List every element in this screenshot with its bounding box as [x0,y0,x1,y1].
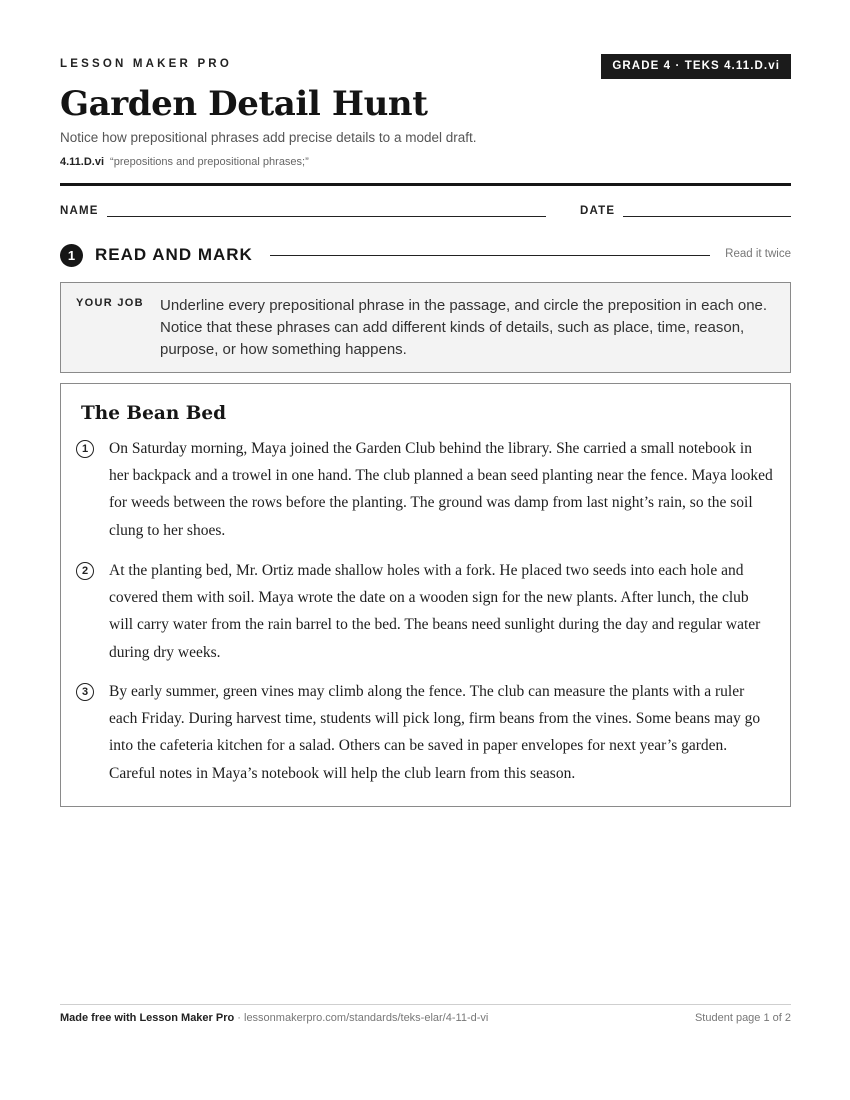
paragraph-number-badge: 2 [76,562,94,580]
grade-badge: GRADE 4 · TEKS 4.11.D.vi [601,54,791,79]
passage-title: The Bean Bed [81,403,227,424]
page-title: Garden Detail Hunt [60,84,428,124]
instructions-box [60,282,791,373]
standard-text: “prepositions and prepositional phrases;” [110,156,309,168]
standard-line [60,156,309,168]
section-title: READ AND MARK [95,245,253,264]
paragraph-text[interactable]: On Saturday morning, Maya joined the Garden Club behind the library. She carried a small notebook in her backpack and a trowel in one hand. The club planned a bean seed planting near the fence. Maya looked for weeds between the rows before the planting. The ground was damp from last night’s rain, so the soil clung to her shoes. [109,440,773,539]
worksheet-page [60,0,791,1100]
instructions-text: Underline every prepositional phrase in the passage, and circle the preposition in each one. Notice that these phrases can add different kinds of details, such as place, time, reason, purpose, or how something happens. [160,297,768,358]
header-divider [60,183,791,186]
footer-divider [60,1004,791,1005]
brand-name: LESSON MAKER PRO [60,58,232,70]
footer-credit [60,1012,488,1024]
paragraph-number-badge: 1 [76,440,94,458]
footer-made-with: Made free with Lesson Maker Pro [60,1012,235,1024]
date-label: DATE [580,205,616,217]
standard-code: 4.11.D.vi [60,156,105,168]
name-label: NAME [60,205,99,217]
footer-link[interactable]: · lessonmakerpro.com/standards/teks-elar/4-11-d-vi [234,1012,489,1024]
paragraph-number-badge: 3 [76,683,94,701]
section-aside-note: Read it twice [725,248,791,260]
section-number-badge: 1 [60,244,83,267]
date-field[interactable] [623,216,791,217]
instructions-label: YOUR JOB [76,297,144,309]
footer-page-number: Student page 1 of 2 [694,1012,791,1024]
name-field[interactable] [107,216,546,217]
section-divider [270,255,710,256]
paragraph-text[interactable]: By early summer, green vines may climb along the fence. The club can measure the plants with a ruler each Friday. During harvest time, students will pick long, firm beans from the vines. Some beans may go into the cafeteria kitchen for a salad. Others can be saved in paper envelopes for next year’s garden. Careful notes in Maya’s notebook will help the club learn from this season. [109,683,761,782]
page-subtitle: Notice how prepositional phrases add precise details to a model draft. [60,130,477,145]
paragraph-text[interactable]: At the planting bed, Mr. Ortiz made shallow holes with a fork. He placed two seeds into each hole and covered them with soil. Maya wrote the date on a wooden sign for the new plants. After lunch, the club will carry water from the rain barrel to the bed. The beans need sunlight during the day and regular water during dry weeks. [109,562,761,661]
passage-box [60,383,791,807]
